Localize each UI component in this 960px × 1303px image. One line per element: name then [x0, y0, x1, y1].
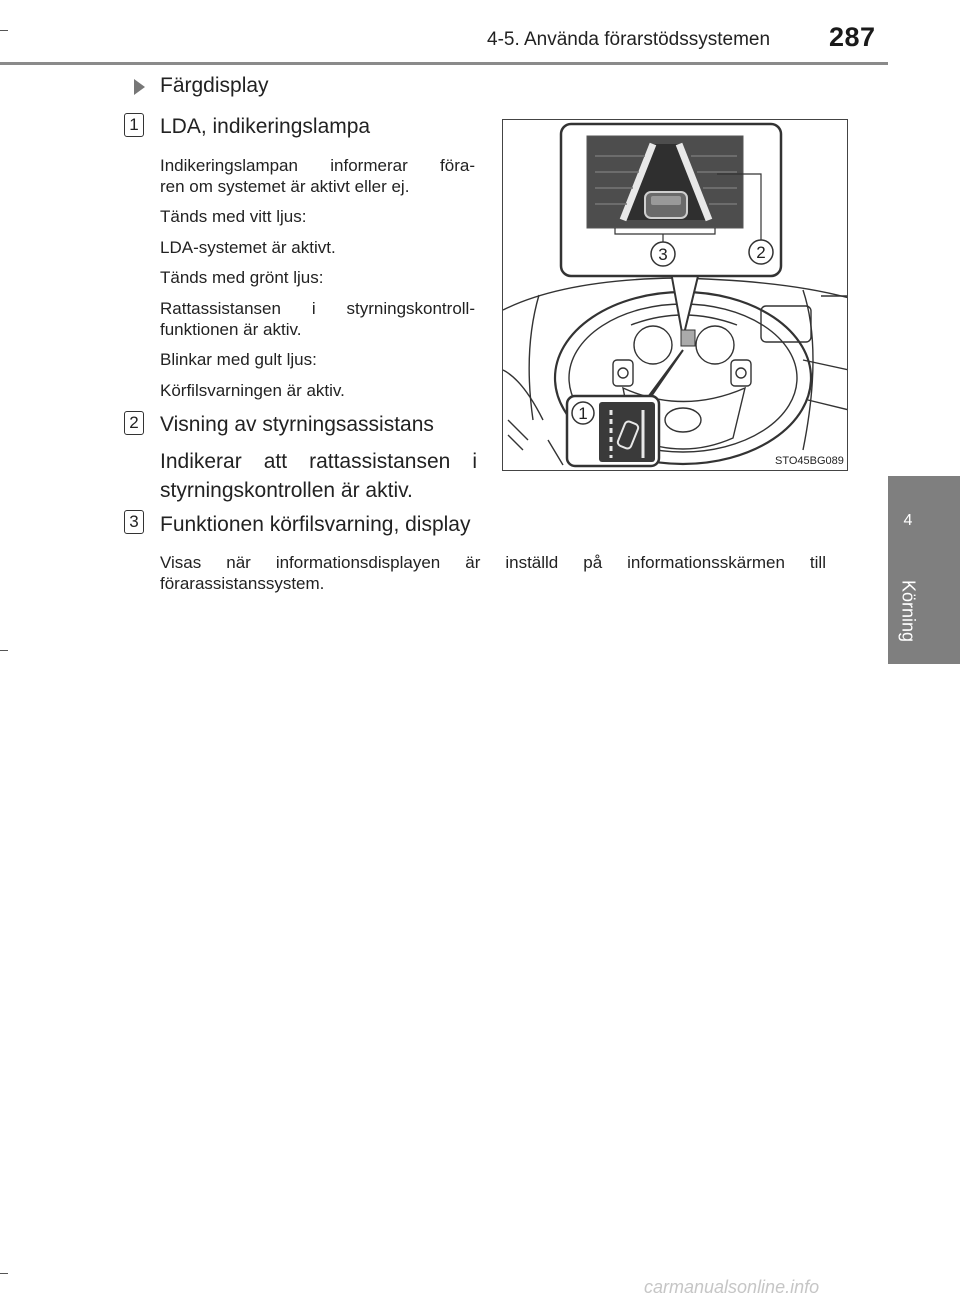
chapter-name: Körning: [898, 579, 919, 643]
item-number-badge: 3: [124, 510, 144, 534]
item-text: styrningskontrollen är aktiv.: [160, 479, 413, 502]
dashboard-drawing: [503, 120, 848, 471]
running-header: 4-5. Använda förarstödssystemen: [487, 29, 771, 50]
item-text: Indikeringslampan informerar föra-: [160, 156, 475, 175]
figure-code: STO45BG089: [775, 455, 844, 467]
dashboard-illustration: [502, 119, 848, 471]
item-text: LDA-systemet är aktivt.: [160, 238, 336, 257]
item-text: Tänds med vitt ljus:: [160, 207, 307, 226]
item-text: funktionen är aktiv.: [160, 320, 302, 339]
chapter-number: 4: [903, 512, 913, 529]
section-heading: Färgdisplay: [160, 74, 269, 97]
item-text: Körfilsvarningen är aktiv.: [160, 381, 345, 400]
item-text: ren om systemet är aktivt eller ej.: [160, 177, 410, 196]
item-number-badge: 1: [124, 113, 144, 137]
callout-3-label: 3: [658, 245, 668, 264]
item-text: Blinkar med gult ljus:: [160, 350, 317, 369]
footer-watermark: carmanualsonline.info: [644, 1277, 820, 1297]
item-title: Funktionen körfilsvarning, display: [160, 513, 471, 536]
item-text: förarassistanssystem.: [160, 574, 325, 593]
item-number-badge: 2: [124, 411, 144, 435]
triangle-bullet-icon: [134, 79, 145, 95]
callout-2-label: 2: [756, 243, 766, 262]
callout-1-label: 1: [578, 404, 588, 423]
crop-mark: [0, 1273, 8, 1274]
item-text: Rattassistansen i styrningskontroll-: [160, 299, 475, 318]
item-title: Visning av styrningsassistans: [160, 413, 434, 436]
item-title: LDA, indikeringslampa: [160, 115, 371, 138]
item-text: Indikerar att rattassistansen i: [160, 450, 477, 473]
item-text: Visas när informationsdisplayen är inställd på informationsskärmen till: [160, 553, 826, 572]
crop-mark: [0, 650, 8, 651]
item-text: Tänds med grönt ljus:: [160, 268, 324, 287]
header-divider: [0, 62, 888, 65]
crop-mark: [0, 30, 8, 31]
page-number: 287: [829, 22, 876, 52]
